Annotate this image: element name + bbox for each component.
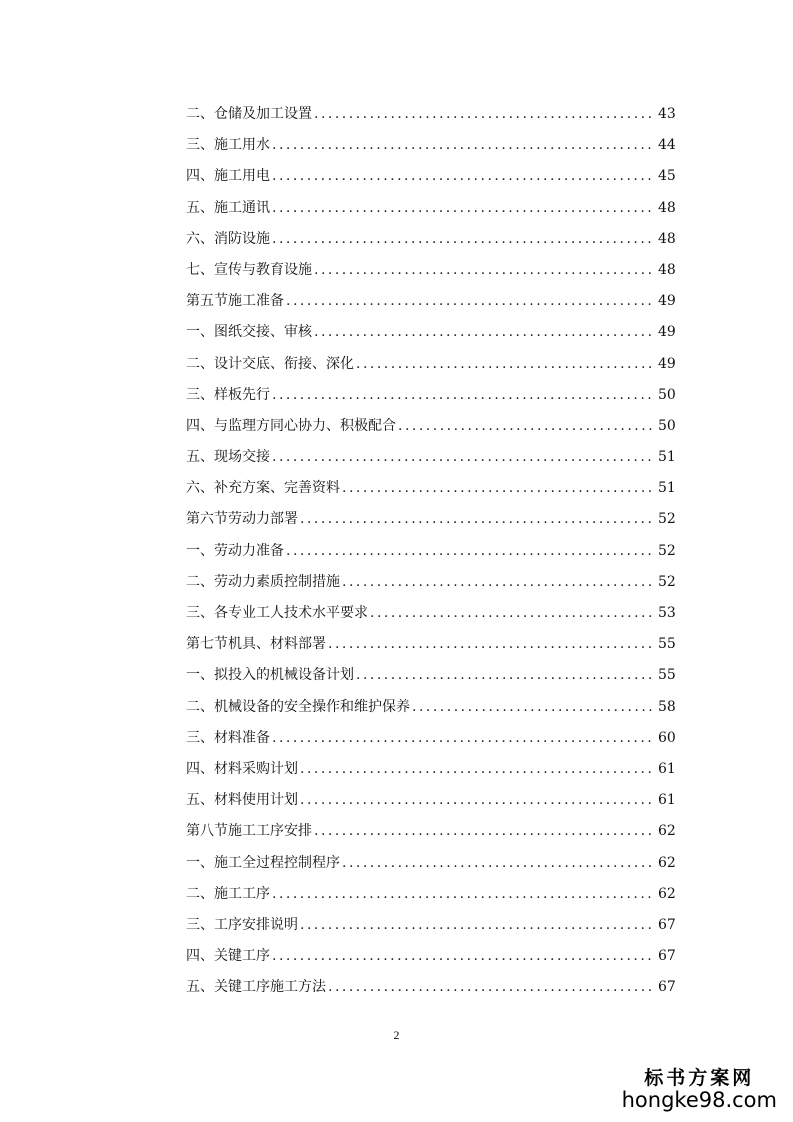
toc-entry-page: 49: [658, 293, 676, 310]
toc-entry[interactable]: [186, 754, 674, 785]
toc-entry-number: 四、: [186, 760, 214, 777]
toc-entry[interactable]: [186, 504, 674, 535]
toc-entry[interactable]: [186, 349, 674, 380]
toc-entry[interactable]: [186, 411, 674, 442]
toc-entry[interactable]: [186, 972, 674, 1003]
toc-entry-title: 劳动力素质控制措施: [214, 573, 340, 590]
toc-entry[interactable]: [186, 161, 674, 192]
toc-entry-number: 一、: [186, 324, 214, 341]
toc-entry[interactable]: [186, 848, 674, 879]
toc-entry-number: 三、: [186, 137, 214, 154]
dot-leader: [314, 816, 652, 847]
page-number: 2: [393, 1028, 400, 1042]
dot-leader: [286, 286, 652, 317]
dot-leader: [300, 910, 652, 941]
toc-entry[interactable]: [186, 567, 674, 598]
toc-entry-number: 二、: [186, 106, 214, 122]
toc-entry-page: 49: [658, 355, 676, 372]
dot-leader: [370, 598, 652, 629]
toc-entry-title: 劳动力准备: [214, 542, 284, 559]
toc-entry-page: 51: [658, 449, 676, 466]
toc-entry-number: 三、: [186, 729, 214, 746]
toc-entry[interactable]: [186, 255, 674, 286]
dot-leader: [272, 723, 652, 754]
toc-entry-title: 宣传与教育设施: [214, 261, 312, 278]
watermark: [622, 1063, 777, 1112]
toc-entry-title: 施工工序安排: [228, 823, 312, 840]
toc-entry-title: 材料采购计划: [214, 760, 298, 777]
toc-entry-page: 55: [658, 667, 676, 684]
toc-entry-page: 62: [658, 854, 676, 871]
toc-entry-title: 施工准备: [228, 293, 284, 310]
toc-entry-number: 第五节: [186, 293, 228, 310]
toc-entry-title: 关键工序施工方法: [214, 979, 326, 996]
dot-leader: [272, 193, 652, 224]
dot-leader: [300, 754, 652, 785]
toc-entry-number: 一、: [186, 667, 214, 684]
toc-entry-page: 51: [658, 480, 676, 497]
toc-entry-page: 49: [658, 324, 676, 341]
dot-leader: [272, 442, 652, 473]
dot-leader: [272, 380, 652, 411]
toc-entry-page: 67: [658, 948, 676, 965]
toc-entry-number: 二、: [186, 355, 214, 372]
toc-entry-title: 机具、材料部署: [228, 636, 326, 653]
toc-entry-number: 五、: [186, 449, 214, 466]
toc-entry-number: 三、: [186, 605, 214, 621]
toc-entry-number: 五、: [186, 792, 214, 809]
toc-entry[interactable]: [186, 99, 674, 130]
dot-leader: [300, 785, 652, 816]
table-of-contents: [186, 99, 674, 1003]
toc-entry-title: 材料准备: [214, 729, 270, 746]
toc-entry-number: 五、: [186, 199, 214, 216]
toc-entry[interactable]: [186, 224, 674, 255]
dot-leader: [272, 224, 652, 255]
toc-entry[interactable]: [186, 910, 674, 941]
toc-entry-title: 消防设施: [214, 230, 270, 247]
toc-entry[interactable]: [186, 286, 674, 317]
toc-entry-title: 仓储及加工设置: [214, 106, 312, 122]
toc-entry-page: 53: [658, 605, 676, 621]
toc-entry-number: 四、: [186, 168, 214, 185]
dot-leader: [342, 848, 652, 879]
toc-entry-page: 48: [658, 230, 676, 247]
toc-entry-page: 61: [658, 792, 676, 809]
dot-leader: [300, 504, 652, 535]
toc-entry-title: 补充方案、完善资料: [214, 480, 340, 497]
toc-entry-number: 六、: [186, 480, 214, 497]
dot-leader: [356, 660, 652, 691]
toc-entry-number: 第六节: [186, 511, 228, 528]
toc-entry-page: 48: [658, 199, 676, 216]
dot-leader: [272, 879, 652, 910]
dot-leader: [286, 536, 652, 567]
toc-entry-number: 三、: [186, 386, 214, 403]
toc-entry[interactable]: [186, 536, 674, 567]
dot-leader: [328, 629, 652, 660]
toc-entry-number: 二、: [186, 698, 214, 715]
toc-entry-title: 机械设备的安全操作和维护保养: [214, 698, 410, 715]
dot-leader: [356, 349, 652, 380]
toc-entry[interactable]: [186, 879, 674, 910]
toc-entry-title: 施工用电: [214, 168, 270, 185]
toc-entry-number: 四、: [186, 948, 214, 965]
toc-entry-title: 施工工序: [214, 885, 270, 902]
dot-leader: [272, 130, 652, 161]
toc-entry-page: 50: [658, 417, 676, 434]
toc-entry[interactable]: [186, 193, 674, 224]
toc-entry-number: 第七节: [186, 636, 228, 653]
toc-entry[interactable]: [186, 130, 674, 161]
toc-entry-page: 62: [658, 885, 676, 902]
toc-entry-title: 现场交接: [214, 449, 270, 466]
toc-entry[interactable]: [186, 660, 674, 691]
toc-entry[interactable]: [186, 317, 674, 348]
toc-entry-page: 45: [658, 168, 676, 185]
toc-entry-number: 二、: [186, 885, 214, 902]
toc-entry-number: 五、: [186, 979, 214, 996]
toc-entry[interactable]: [186, 629, 674, 660]
toc-entry-page: 62: [658, 823, 676, 840]
toc-entry-number: 四、: [186, 417, 214, 434]
toc-entry[interactable]: [186, 941, 674, 972]
toc-entry-number: 一、: [186, 854, 214, 871]
toc-entry-title: 图纸交接、审核: [214, 324, 312, 341]
dot-leader: [272, 941, 652, 972]
watermark-chinese: 标书方案网: [644, 1067, 755, 1089]
watermark-url: hongke98.com: [621, 1088, 777, 1112]
toc-entry-number: 六、: [186, 230, 214, 247]
toc-entry-title: 各专业工人技术水平要求: [214, 605, 368, 621]
toc-entry-number: 一、: [186, 542, 214, 559]
toc-entry-page: 52: [658, 573, 676, 590]
toc-entry-number: 二、: [186, 573, 214, 590]
toc-entry-title: 材料使用计划: [214, 792, 298, 809]
toc-entry-page: 55: [658, 636, 676, 653]
toc-entry[interactable]: [186, 598, 674, 629]
toc-entry-page: 50: [658, 386, 676, 403]
toc-entry[interactable]: [186, 723, 674, 754]
toc-entry-page: 43: [658, 106, 676, 122]
toc-entry-page: 44: [658, 137, 676, 154]
toc-entry[interactable]: [186, 442, 674, 473]
toc-entry[interactable]: [186, 692, 674, 723]
toc-entry[interactable]: [186, 816, 674, 847]
toc-entry-title: 设计交底、衔接、深化: [214, 355, 354, 372]
dot-leader: [398, 411, 652, 442]
toc-entry-number: 三、: [186, 916, 214, 933]
toc-entry-number: 七、: [186, 261, 214, 278]
toc-entry-title: 施工全过程控制程序: [214, 854, 340, 871]
toc-entry-title: 与监理方同心协力、积极配合: [214, 417, 396, 434]
toc-entry-title: 工序安排说明: [214, 916, 298, 933]
toc-entry-title: 样板先行: [214, 386, 270, 403]
dot-leader: [314, 317, 652, 348]
toc-entry-page: 60: [658, 729, 676, 746]
toc-entry-title: 施工通讯: [214, 199, 270, 216]
dot-leader: [272, 161, 652, 192]
toc-entry-page: 58: [658, 698, 676, 715]
toc-entry-page: 67: [658, 916, 676, 933]
dot-leader: [328, 972, 652, 1003]
toc-entry-title: 施工用水: [214, 137, 270, 154]
dot-leader: [314, 99, 652, 130]
toc-entry-page: 52: [658, 542, 676, 559]
toc-entry-title: 关键工序: [214, 948, 270, 965]
dot-leader: [342, 473, 652, 504]
toc-entry[interactable]: [186, 785, 674, 816]
toc-entry[interactable]: [186, 380, 674, 411]
dot-leader: [314, 255, 652, 286]
toc-entry-title: 拟投入的机械设备计划: [214, 667, 354, 684]
toc-entry-page: 61: [658, 760, 676, 777]
toc-entry[interactable]: [186, 473, 674, 504]
toc-entry-title: 劳动力部署: [228, 511, 298, 528]
toc-entry-page: 67: [658, 979, 676, 996]
toc-entry-number: 第八节: [186, 823, 228, 840]
toc-entry-page: 52: [658, 511, 676, 528]
dot-leader: [342, 567, 652, 598]
dot-leader: [412, 692, 652, 723]
toc-entry-page: 48: [658, 261, 676, 278]
